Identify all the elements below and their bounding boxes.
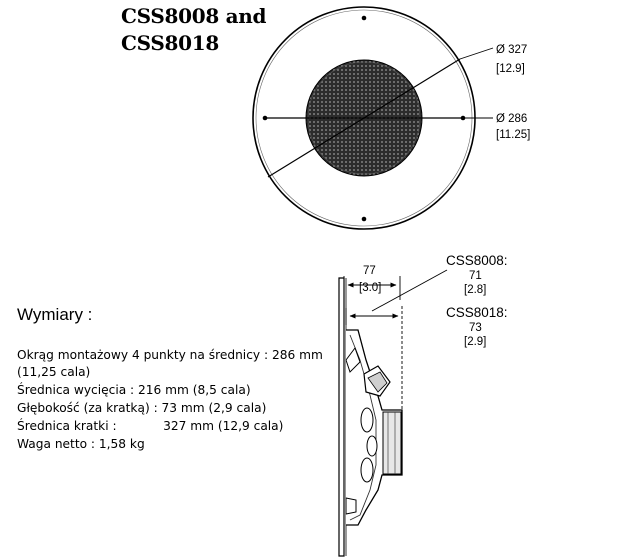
leader-outer (460, 48, 493, 59)
depth-mm: 77 (363, 265, 376, 277)
grille-diameter-in: [11.25] (496, 129, 531, 141)
spec-line: Waga netto : 1,58 kg (17, 437, 145, 451)
front-view (253, 7, 530, 229)
depth-in: [3.0] (359, 282, 382, 294)
model-a-label: CSS8008: (446, 253, 508, 268)
model-b-in: [2.9] (464, 336, 487, 348)
mount-hole-bottom (362, 217, 367, 222)
model-a-in: [2.8] (464, 284, 487, 296)
spec-line: Średnica wycięcia : 216 mm (8,5 cala) (17, 383, 251, 397)
side-view (339, 253, 508, 556)
grille-diameter-mm: Ø 286 (496, 113, 528, 125)
specs-heading: Wymiary : (17, 305, 93, 324)
spec-line: Głębokość (za kratką) : 73 mm (2,9 cala) (17, 401, 267, 415)
model-a-mm: 71 (469, 270, 482, 282)
title-line-1: CSS8008 and (121, 4, 267, 28)
model-b-label: CSS8018: (446, 305, 508, 320)
spec-line: (11,25 cala) (17, 365, 91, 379)
spec-line: Okrąg montażowy 4 punkty na średnicy : 286 mm (17, 348, 323, 362)
model-b-mm: 73 (469, 322, 482, 334)
outer-diameter-mm: Ø 327 (496, 44, 528, 56)
leader-models (372, 270, 447, 311)
spec-line: Średnica kratki : 327 mm (12,9 cala) (17, 419, 284, 433)
magnet (383, 412, 401, 474)
title-line-2: CSS8018 (121, 31, 219, 55)
baffle-plate (339, 278, 344, 556)
outer-diameter-in: [12.9] (496, 63, 525, 75)
mount-hole-top (362, 16, 367, 21)
